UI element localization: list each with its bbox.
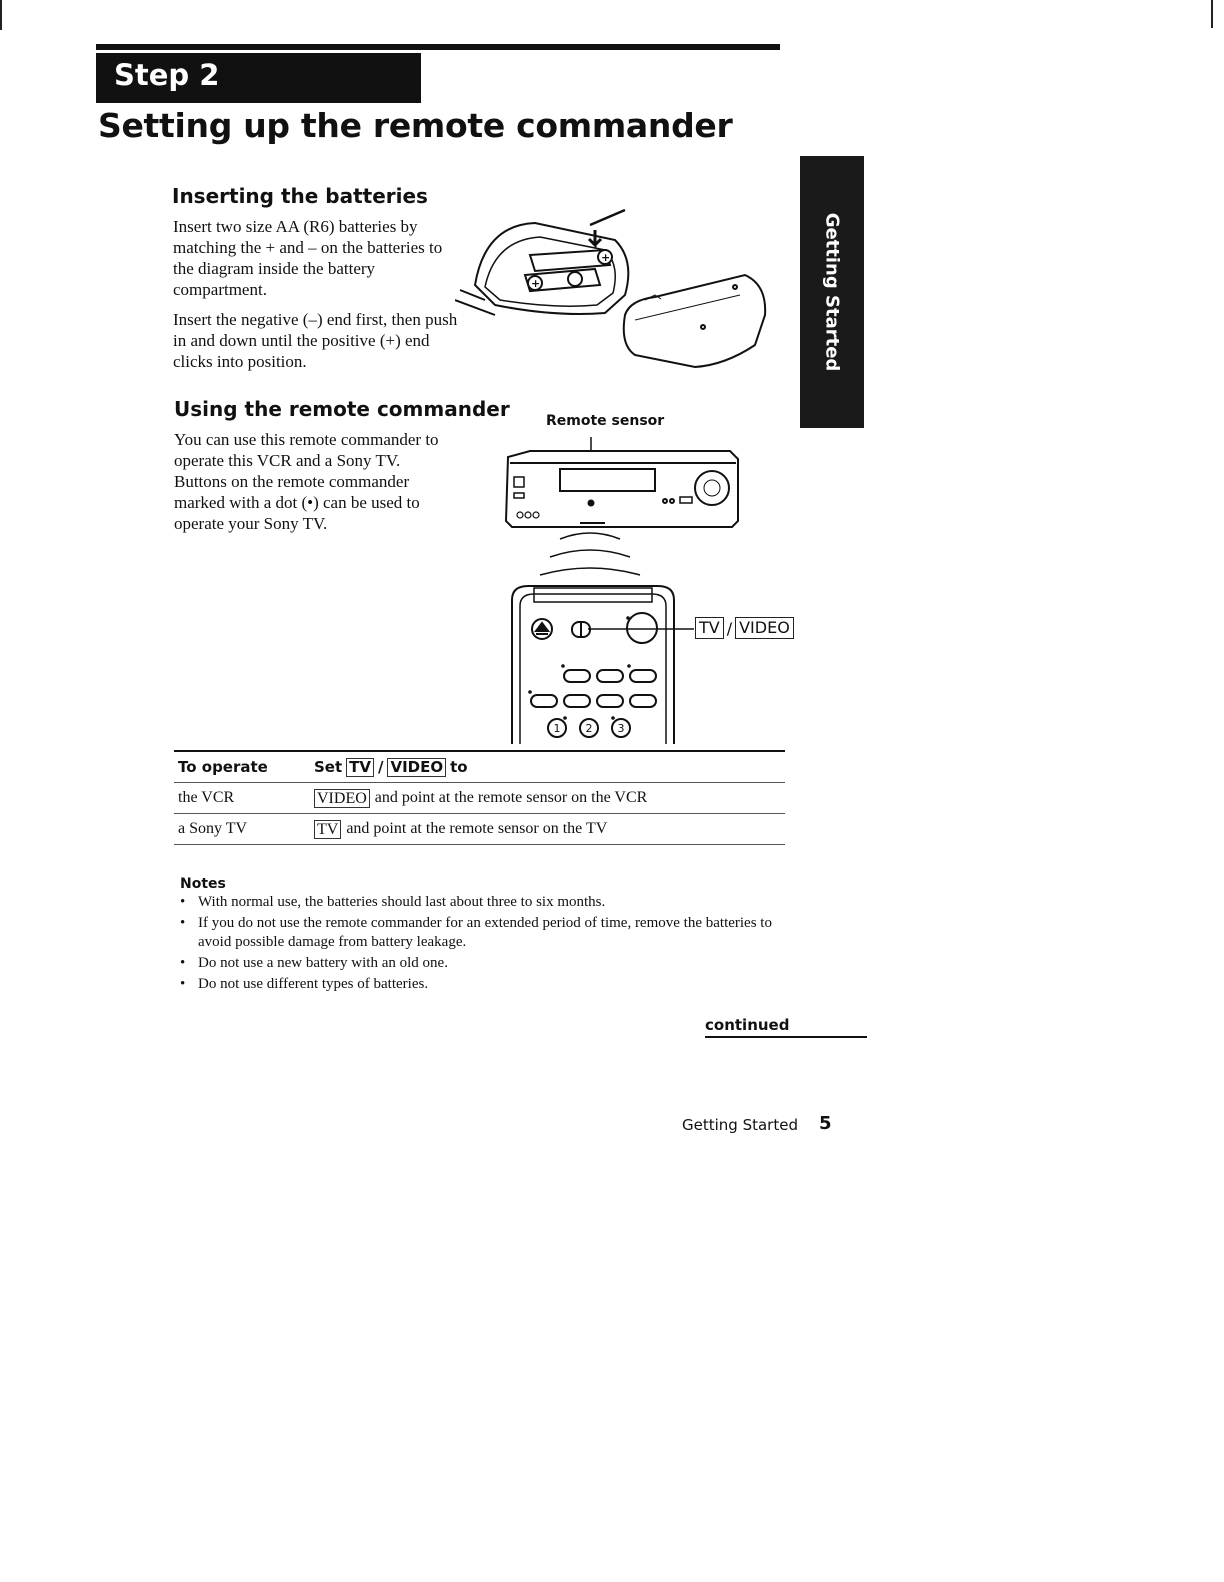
header-to-operate: To operate — [178, 758, 268, 776]
page-title: Setting up the remote commander — [98, 106, 733, 145]
header-set-text: Set — [314, 758, 343, 776]
row-setting-key: TV — [314, 820, 341, 839]
remote-sensor-label: Remote sensor — [546, 413, 665, 429]
callout-separator: / — [726, 618, 733, 638]
scan-edge-mark — [0, 0, 2, 30]
header-separator: / — [378, 758, 384, 776]
svg-text:+: + — [531, 277, 541, 290]
list-item: • Do not use a new battery with an old one. — [180, 954, 780, 973]
header-video-key: VIDEO — [387, 758, 446, 777]
footer-section-name: Getting Started — [682, 1116, 798, 1134]
video-key-label: VIDEO — [735, 617, 794, 639]
row-target: a Sony TV — [178, 820, 248, 837]
list-item: • With normal use, the batteries should last about three to six months. — [180, 893, 780, 912]
table-header-row — [174, 752, 785, 783]
list-item: • Do not use different types of batteries. — [180, 975, 780, 994]
svg-text:1: 1 — [553, 722, 561, 735]
step-label: Step 2 — [114, 58, 220, 92]
tv-key-label: TV — [695, 617, 724, 639]
svg-text:2: 2 — [585, 722, 593, 735]
remote-commander-illustration — [508, 582, 798, 747]
svg-text:+: + — [601, 251, 611, 264]
header-setting — [314, 758, 785, 777]
continued-rule — [705, 1036, 867, 1038]
vcr-illustration — [500, 435, 745, 585]
header-tv-key: TV — [346, 758, 374, 777]
tv-video-switch-callout — [695, 617, 794, 639]
battery-insertion-illustration — [455, 205, 775, 370]
row-setting-key: VIDEO — [314, 789, 370, 808]
batteries-heading: Inserting the batteries — [172, 184, 428, 208]
row-setting — [314, 789, 785, 808]
scan-edge-mark — [1211, 0, 1213, 28]
svg-text:3: 3 — [617, 722, 625, 735]
batteries-paragraph-1: Insert two size AA (R6) batteries by matching the + and – on the batteries to the diagram inside the battery compartment. — [173, 217, 443, 299]
table-row — [174, 814, 785, 845]
remote-heading: Using the remote commander — [174, 397, 510, 421]
header-to-text: to — [450, 758, 468, 776]
row-setting — [314, 820, 785, 839]
header-rule — [96, 44, 780, 50]
row-action: and point at the remote sensor on the TV — [346, 820, 608, 837]
page-number: 5 — [819, 1113, 832, 1134]
row-target: the VCR — [178, 789, 235, 806]
remote-paragraph: You can use this remote commander to operate this VCR and a Sony TV. Buttons on the remote commander marked with a dot (•) can be used to operate your Sony TV. — [174, 430, 439, 533]
notes-list — [180, 893, 780, 996]
list-item: • If you do not use the remote commander for an extended period of time, remove the batteries to avoid possible damage from battery leakage. — [180, 914, 780, 952]
batteries-paragraph-2: Insert the negative (–) end first, then push in and down until the positive (+) end clicks into position. — [173, 310, 458, 371]
notes-heading: Notes — [180, 876, 226, 892]
section-tab-label: Getting Started — [821, 212, 843, 372]
table-row — [174, 783, 785, 814]
continued-label: continued — [705, 1016, 790, 1034]
section-tab — [800, 156, 864, 428]
row-action: and point at the remote sensor on the VCR — [374, 789, 648, 806]
operation-table — [174, 750, 785, 845]
